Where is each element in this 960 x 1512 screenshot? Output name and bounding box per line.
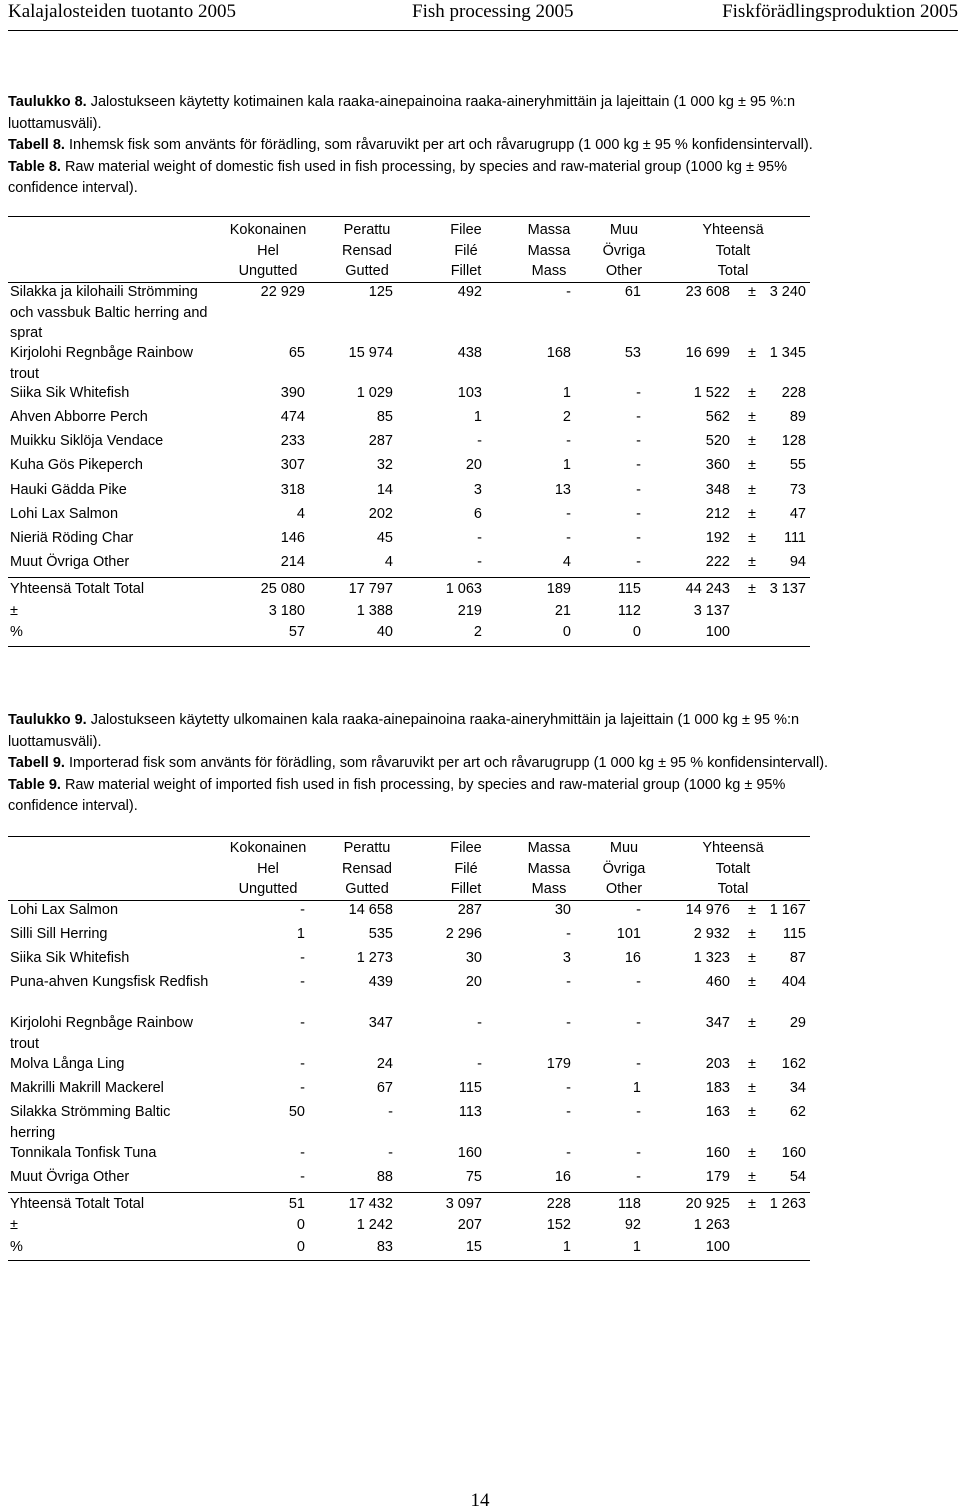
percent-row-cell: 1 bbox=[562, 1239, 571, 1255]
table-cell: 287 bbox=[368, 433, 393, 449]
table-cell: 1 bbox=[632, 1080, 641, 1096]
table-cell: - bbox=[388, 1145, 393, 1161]
total-confidence-interval: 3 137 bbox=[769, 581, 806, 597]
plus-minus-sign: ± bbox=[748, 409, 756, 425]
table-cell: 202 bbox=[368, 506, 393, 522]
table-cell: 307 bbox=[280, 457, 305, 473]
ci-row-cell: 152 bbox=[546, 1217, 571, 1233]
table-cell: 179 bbox=[546, 1056, 571, 1072]
table-cell: 50 bbox=[288, 1104, 305, 1120]
column-header: Perattu bbox=[343, 840, 391, 856]
total-cell: 17 797 bbox=[348, 581, 393, 597]
caption-fi-text: Jalostukseen käytetty ulkomainen kala raaka-ainepainoina raaka-aineryhmittäin ja lajeittain (1 000 kg ± 95 %:n luottamusväli). bbox=[8, 712, 800, 750]
table-cell: 1 323 bbox=[693, 950, 730, 966]
table-cell: - bbox=[636, 433, 641, 449]
total-cell: 51 bbox=[288, 1196, 305, 1212]
table-cell: 222 bbox=[705, 554, 730, 570]
table-cell: - bbox=[636, 1104, 641, 1120]
total-cell: 228 bbox=[546, 1196, 571, 1212]
caption-fi-label: Taulukko 8. bbox=[8, 94, 87, 110]
caption-en bbox=[8, 775, 858, 818]
confidence-interval: 160 bbox=[781, 1145, 806, 1161]
ci-row-cell: 219 bbox=[457, 603, 482, 619]
table-cell: 75 bbox=[465, 1169, 482, 1185]
ci-row-cell: 21 bbox=[554, 603, 571, 619]
header-left-title: Kalajalosteiden tuotanto 2005 bbox=[8, 1, 236, 22]
table8-top-rule bbox=[8, 216, 810, 217]
table-cell: 1 bbox=[473, 409, 482, 425]
table-cell: 160 bbox=[457, 1145, 482, 1161]
caption-sv bbox=[8, 753, 858, 775]
table-cell: 183 bbox=[705, 1080, 730, 1096]
column-header: Mass bbox=[531, 263, 567, 279]
table9-caption bbox=[8, 710, 858, 818]
table-cell: 113 bbox=[458, 1104, 482, 1120]
row-label: Molva Långa Ling bbox=[10, 1056, 125, 1072]
table-cell: 23 608 bbox=[685, 284, 730, 300]
table-cell: 4 bbox=[296, 506, 305, 522]
column-header: Totalt bbox=[715, 242, 751, 259]
total-row-label: Yhteensä Totalt Total bbox=[10, 581, 145, 597]
table-cell: 520 bbox=[705, 433, 730, 449]
ci-row-cell: 3 180 bbox=[268, 603, 305, 619]
confidence-interval: 73 bbox=[789, 482, 806, 498]
table-cell: 14 bbox=[376, 482, 393, 498]
row-label: Nieriä Röding Char bbox=[10, 530, 134, 546]
table-cell: - bbox=[636, 530, 641, 546]
table-cell: - bbox=[477, 554, 482, 570]
table-cell: 348 bbox=[705, 482, 730, 498]
ci-row-cell: 112 bbox=[617, 603, 641, 619]
table-cell: 360 bbox=[705, 457, 730, 473]
plus-minus-sign: ± bbox=[748, 581, 756, 597]
table-cell: 4 bbox=[562, 554, 571, 570]
caption-sv-text: Importerad fisk som använts för förädling, som råvaruvikt per art och råvarugrupp (1 000 kg ± 95 % konfidensintervall). bbox=[64, 755, 829, 771]
total-cell: 17 432 bbox=[348, 1196, 393, 1212]
confidence-interval: 54 bbox=[789, 1169, 806, 1185]
table-cell: 30 bbox=[465, 950, 482, 966]
column-header: Övriga bbox=[602, 242, 646, 259]
table-cell: - bbox=[566, 530, 571, 546]
total-cell: 115 bbox=[617, 581, 641, 597]
table-cell: 212 bbox=[705, 506, 730, 522]
table-cell: 3 bbox=[562, 950, 571, 966]
confidence-interval: 94 bbox=[789, 554, 806, 570]
table-cell: - bbox=[566, 1145, 571, 1161]
column-header: Totalt bbox=[715, 860, 751, 877]
caption-en-text: Raw material weight of domestic fish used in fish processing, by species and raw-material group (1000 kg ± 95% confidence interval). bbox=[8, 158, 787, 196]
column-header: Muu bbox=[609, 840, 639, 856]
column-header: Gutted bbox=[345, 881, 389, 897]
caption-sv-label: Tabell 8. bbox=[8, 137, 65, 153]
plus-minus-sign: ± bbox=[748, 902, 756, 918]
confidence-interval: 404 bbox=[781, 974, 806, 990]
table-cell: - bbox=[636, 482, 641, 498]
table-cell: 16 699 bbox=[685, 345, 730, 361]
table-cell: 115 bbox=[458, 1080, 482, 1096]
table-cell: - bbox=[477, 1056, 482, 1072]
column-header: Perattu bbox=[343, 222, 391, 238]
table-cell: - bbox=[477, 1015, 482, 1031]
plus-minus-sign: ± bbox=[748, 554, 756, 570]
table-cell: 1 bbox=[296, 926, 305, 942]
row-label: Kuha Gös Pikeperch bbox=[10, 457, 143, 473]
table-cell: - bbox=[300, 1169, 305, 1185]
table-cell: - bbox=[300, 1015, 305, 1031]
table-cell: 125 bbox=[368, 284, 393, 300]
row-label: Siika Sik Whitefish bbox=[10, 385, 130, 401]
caption-sv-label: Tabell 9. bbox=[8, 755, 65, 771]
column-header: Rensad bbox=[342, 242, 392, 259]
table-cell: - bbox=[300, 1145, 305, 1161]
table-cell: - bbox=[636, 974, 641, 990]
ci-row-cell: 3 137 bbox=[693, 603, 730, 619]
table-cell: 61 bbox=[624, 284, 641, 300]
table-cell: 562 bbox=[705, 409, 730, 425]
total-cell: 189 bbox=[546, 581, 571, 597]
table9-total-rule bbox=[8, 1192, 810, 1193]
percent-row-cell: 15 bbox=[465, 1239, 482, 1255]
table-cell: 16 bbox=[624, 950, 641, 966]
table-cell: 439 bbox=[368, 974, 393, 990]
table-cell: 1 bbox=[562, 385, 571, 401]
row-label: Muikku Siklöja Vendace bbox=[10, 433, 164, 449]
row-label: Muut Övriga Other bbox=[10, 1169, 130, 1185]
row-label: Silakka ja kilohaili Strömming och vassbuk Baltic herring and sprat bbox=[10, 284, 208, 341]
table-cell: 474 bbox=[280, 409, 305, 425]
table-cell: 160 bbox=[705, 1145, 730, 1161]
confidence-interval: 89 bbox=[789, 409, 806, 425]
percent-row-cell: 0 bbox=[296, 1239, 305, 1255]
table-cell: 163 bbox=[705, 1104, 730, 1120]
confidence-interval: 1 345 bbox=[769, 345, 806, 361]
table-cell: 492 bbox=[457, 284, 482, 300]
ci-row-cell: 207 bbox=[457, 1217, 482, 1233]
confidence-interval: 1 167 bbox=[769, 902, 806, 918]
column-header: Ungutted bbox=[238, 881, 298, 897]
column-header: Other bbox=[605, 881, 643, 897]
ci-row-label: ± bbox=[10, 603, 18, 619]
table-cell: - bbox=[300, 974, 305, 990]
total-cell: 118 bbox=[617, 1196, 641, 1212]
table-cell: 20 bbox=[465, 974, 482, 990]
plus-minus-sign: ± bbox=[748, 284, 756, 300]
row-label: Silakka Strömming Baltic herring bbox=[10, 1104, 171, 1141]
table-cell: - bbox=[388, 1104, 393, 1120]
plus-minus-sign: ± bbox=[748, 506, 756, 522]
column-header: Fillet bbox=[450, 263, 482, 279]
page-header bbox=[0, 0, 960, 30]
row-label: Lohi Lax Salmon bbox=[10, 902, 119, 918]
percent-row-cell: 1 bbox=[632, 1239, 641, 1255]
table-cell: - bbox=[566, 974, 571, 990]
table-cell: - bbox=[566, 1015, 571, 1031]
table-cell: 103 bbox=[457, 385, 482, 401]
table-cell: 146 bbox=[280, 530, 305, 546]
column-header: Massa bbox=[527, 222, 571, 238]
table-cell: 6 bbox=[473, 506, 482, 522]
confidence-interval: 34 bbox=[789, 1080, 806, 1096]
header-rule bbox=[8, 30, 958, 31]
table-cell: 1 273 bbox=[356, 950, 393, 966]
ci-row-cell: 1 263 bbox=[693, 1217, 730, 1233]
table-cell: 214 bbox=[280, 554, 305, 570]
table-cell: 101 bbox=[616, 926, 641, 942]
table-cell: - bbox=[300, 1056, 305, 1072]
row-label: Tonnikala Tonfisk Tuna bbox=[10, 1145, 157, 1161]
table-cell: - bbox=[636, 506, 641, 522]
column-header: Övriga bbox=[602, 860, 646, 877]
table-cell: - bbox=[636, 1056, 641, 1072]
table9-top-rule bbox=[8, 836, 810, 837]
table-cell: - bbox=[636, 385, 641, 401]
ci-row-cell: 0 bbox=[296, 1217, 305, 1233]
table-cell: 85 bbox=[376, 409, 393, 425]
plus-minus-sign: ± bbox=[748, 1056, 756, 1072]
table-cell: 1 522 bbox=[693, 385, 730, 401]
plus-minus-sign: ± bbox=[748, 926, 756, 942]
caption-en bbox=[8, 157, 858, 200]
total-row-label: Yhteensä Totalt Total bbox=[10, 1196, 145, 1212]
confidence-interval: 128 bbox=[781, 433, 806, 449]
row-label: Silli Sill Herring bbox=[10, 926, 108, 942]
table-cell: 2 932 bbox=[693, 926, 730, 942]
column-header: Filé bbox=[454, 860, 478, 877]
table-cell: 318 bbox=[280, 482, 305, 498]
table-cell: 13 bbox=[554, 482, 571, 498]
table-cell: 2 bbox=[562, 409, 571, 425]
table-cell: 390 bbox=[280, 385, 305, 401]
plus-minus-sign: ± bbox=[748, 974, 756, 990]
table-cell: 88 bbox=[376, 1169, 393, 1185]
column-header: Filé bbox=[454, 242, 478, 259]
confidence-interval: 228 bbox=[781, 385, 806, 401]
table-cell: - bbox=[636, 902, 641, 918]
table-cell: 287 bbox=[457, 902, 482, 918]
column-header: Kokonainen bbox=[229, 222, 307, 238]
table-cell: - bbox=[566, 284, 571, 300]
plus-minus-sign: ± bbox=[748, 1145, 756, 1161]
plus-minus-sign: ± bbox=[748, 530, 756, 546]
percent-row-label: % bbox=[10, 624, 23, 640]
column-header: Muu bbox=[609, 222, 639, 238]
table-cell: 14 658 bbox=[348, 902, 393, 918]
column-header: Total bbox=[717, 881, 749, 897]
percent-row-label: % bbox=[10, 1239, 23, 1255]
table-cell: 347 bbox=[368, 1015, 393, 1031]
percent-row-cell: 100 bbox=[705, 1239, 730, 1255]
percent-row-cell: 57 bbox=[288, 624, 305, 640]
table-cell: 67 bbox=[376, 1080, 393, 1096]
table-cell: - bbox=[300, 1080, 305, 1096]
ci-row-cell: 1 242 bbox=[356, 1217, 393, 1233]
table-cell: 15 974 bbox=[348, 345, 393, 361]
ci-row-label: ± bbox=[10, 1217, 18, 1233]
table-cell: 45 bbox=[376, 530, 393, 546]
confidence-interval: 115 bbox=[782, 926, 806, 942]
total-cell: 25 080 bbox=[260, 581, 305, 597]
table-cell: 535 bbox=[368, 926, 393, 942]
table-cell: 14 976 bbox=[685, 902, 730, 918]
plus-minus-sign: ± bbox=[748, 457, 756, 473]
table-cell: 4 bbox=[384, 554, 393, 570]
plus-minus-sign: ± bbox=[748, 385, 756, 401]
table-cell: - bbox=[566, 433, 571, 449]
column-header: Filee bbox=[450, 840, 482, 856]
plus-minus-sign: ± bbox=[748, 1104, 756, 1120]
table-cell: - bbox=[636, 1015, 641, 1031]
table-cell: 32 bbox=[376, 457, 393, 473]
caption-en-label: Table 8. bbox=[8, 158, 61, 175]
ci-row-cell: 92 bbox=[624, 1217, 641, 1233]
row-label: Ahven Abborre Perch bbox=[10, 409, 148, 425]
table8-bottom-rule bbox=[8, 646, 810, 647]
plus-minus-sign: ± bbox=[748, 1015, 756, 1031]
confidence-interval: 55 bbox=[789, 457, 806, 473]
table-cell: 22 929 bbox=[260, 284, 305, 300]
caption-fi-label: Taulukko 9. bbox=[8, 712, 87, 728]
table-cell: - bbox=[300, 950, 305, 966]
caption-sv bbox=[8, 135, 858, 157]
total-cell: 1 063 bbox=[445, 581, 482, 597]
table-cell: - bbox=[636, 554, 641, 570]
table-cell: 65 bbox=[288, 345, 305, 361]
caption-en-label: Table 9. bbox=[8, 776, 61, 793]
row-label: Kirjolohi Regnbåge Rainbow trout bbox=[10, 1015, 193, 1052]
table-cell: 16 bbox=[554, 1169, 571, 1185]
column-header: Fillet bbox=[450, 881, 482, 897]
column-header: Ungutted bbox=[238, 263, 298, 279]
column-header: Other bbox=[605, 263, 643, 279]
plus-minus-sign: ± bbox=[748, 1196, 756, 1212]
plus-minus-sign: ± bbox=[748, 1080, 756, 1096]
table-cell: 1 bbox=[562, 457, 571, 473]
row-label: Puna-ahven Kungsfisk Redfish bbox=[10, 974, 209, 990]
table-cell: 460 bbox=[705, 974, 730, 990]
table-cell: 347 bbox=[705, 1015, 730, 1031]
column-header: Kokonainen bbox=[229, 840, 307, 856]
header-right-title: Fiskförädlingsproduktion 2005 bbox=[722, 1, 958, 22]
total-confidence-interval: 1 263 bbox=[769, 1196, 806, 1212]
table-cell: 20 bbox=[465, 457, 482, 473]
plus-minus-sign: ± bbox=[748, 1169, 756, 1185]
header-center-title: Fish processing 2005 bbox=[412, 1, 574, 22]
column-header: Rensad bbox=[342, 860, 392, 877]
table-cell: 30 bbox=[554, 902, 571, 918]
table-cell: 233 bbox=[280, 433, 305, 449]
confidence-interval: 47 bbox=[789, 506, 806, 522]
table-cell: - bbox=[300, 902, 305, 918]
table-cell: - bbox=[636, 457, 641, 473]
confidence-interval: 162 bbox=[781, 1056, 806, 1072]
column-header: Yhteensä bbox=[702, 222, 764, 238]
column-header: Hel bbox=[257, 860, 279, 877]
total-cell: 20 925 bbox=[685, 1196, 730, 1212]
column-header: Massa bbox=[527, 840, 571, 856]
column-header: Filee bbox=[450, 222, 482, 238]
column-header: Hel bbox=[257, 242, 279, 259]
table8-caption bbox=[8, 92, 858, 200]
row-label: Lohi Lax Salmon bbox=[10, 506, 119, 522]
plus-minus-sign: ± bbox=[748, 950, 756, 966]
column-header: Gutted bbox=[345, 263, 389, 279]
row-label: Hauki Gädda Pike bbox=[10, 482, 127, 498]
table-cell: 2 296 bbox=[445, 926, 482, 942]
confidence-interval: 62 bbox=[789, 1104, 806, 1120]
total-cell: 3 097 bbox=[445, 1196, 482, 1212]
table-cell: - bbox=[566, 1080, 571, 1096]
table8-total-rule bbox=[8, 577, 810, 578]
percent-row-cell: 2 bbox=[473, 624, 482, 640]
caption-fi bbox=[8, 92, 858, 135]
column-header: Total bbox=[717, 263, 749, 279]
row-label: Siika Sik Whitefish bbox=[10, 950, 130, 966]
column-header: Yhteensä bbox=[702, 840, 764, 856]
table-cell: 168 bbox=[546, 345, 571, 361]
percent-row-cell: 0 bbox=[632, 624, 641, 640]
ci-row-cell: 1 388 bbox=[356, 603, 393, 619]
table-cell: 1 029 bbox=[356, 385, 393, 401]
caption-fi-text: Jalostukseen käytetty kotimainen kala raaka-ainepainoina raaka-aineryhmittäin ja lajeittain (1 000 kg ± 95 %:n luottamusväli). bbox=[8, 94, 796, 132]
table-cell: - bbox=[477, 530, 482, 546]
caption-fi bbox=[8, 710, 858, 753]
percent-row-cell: 100 bbox=[705, 624, 730, 640]
total-cell: 44 243 bbox=[685, 581, 730, 597]
table-cell: 203 bbox=[705, 1056, 730, 1072]
page-number: 14 bbox=[470, 1490, 490, 1511]
table9-bottom-rule bbox=[8, 1260, 810, 1261]
caption-sv-text: Inhemsk fisk som använts för förädling, som råvaruvikt per art och råvarugrupp (1 000 kg ± 95 % konfidensintervall). bbox=[64, 137, 813, 153]
table-cell: - bbox=[566, 926, 571, 942]
table-cell: - bbox=[636, 1145, 641, 1161]
row-label: Makrilli Makrill Mackerel bbox=[10, 1080, 164, 1096]
plus-minus-sign: ± bbox=[748, 345, 756, 361]
table-cell: - bbox=[636, 1169, 641, 1185]
table-cell: - bbox=[477, 433, 482, 449]
confidence-interval: 3 240 bbox=[769, 284, 806, 300]
column-header: Mass bbox=[531, 881, 567, 897]
confidence-interval: 87 bbox=[789, 950, 806, 966]
confidence-interval: 111 bbox=[783, 530, 806, 546]
caption-en-text: Raw material weight of imported fish used in fish processing, by species and raw-material group (1000 kg ± 95% confidence interval). bbox=[8, 776, 786, 814]
table-cell: - bbox=[636, 409, 641, 425]
table-cell: - bbox=[566, 1104, 571, 1120]
percent-row-cell: 83 bbox=[376, 1239, 393, 1255]
table-cell: 3 bbox=[473, 482, 482, 498]
column-header: Massa bbox=[527, 860, 571, 877]
table-cell: 24 bbox=[376, 1056, 393, 1072]
row-label: Muut Övriga Other bbox=[10, 554, 130, 570]
table-cell: 438 bbox=[457, 345, 482, 361]
plus-minus-sign: ± bbox=[748, 482, 756, 498]
confidence-interval: 29 bbox=[789, 1015, 806, 1031]
table-cell: 53 bbox=[624, 345, 641, 361]
percent-row-cell: 40 bbox=[376, 624, 393, 640]
column-header: Massa bbox=[527, 242, 571, 259]
table-cell: 192 bbox=[705, 530, 730, 546]
percent-row-cell: 0 bbox=[562, 624, 571, 640]
table-cell: - bbox=[566, 506, 571, 522]
table-cell: 179 bbox=[705, 1169, 730, 1185]
plus-minus-sign: ± bbox=[748, 433, 756, 449]
row-label: Kirjolohi Regnbåge Rainbow trout bbox=[10, 345, 193, 382]
